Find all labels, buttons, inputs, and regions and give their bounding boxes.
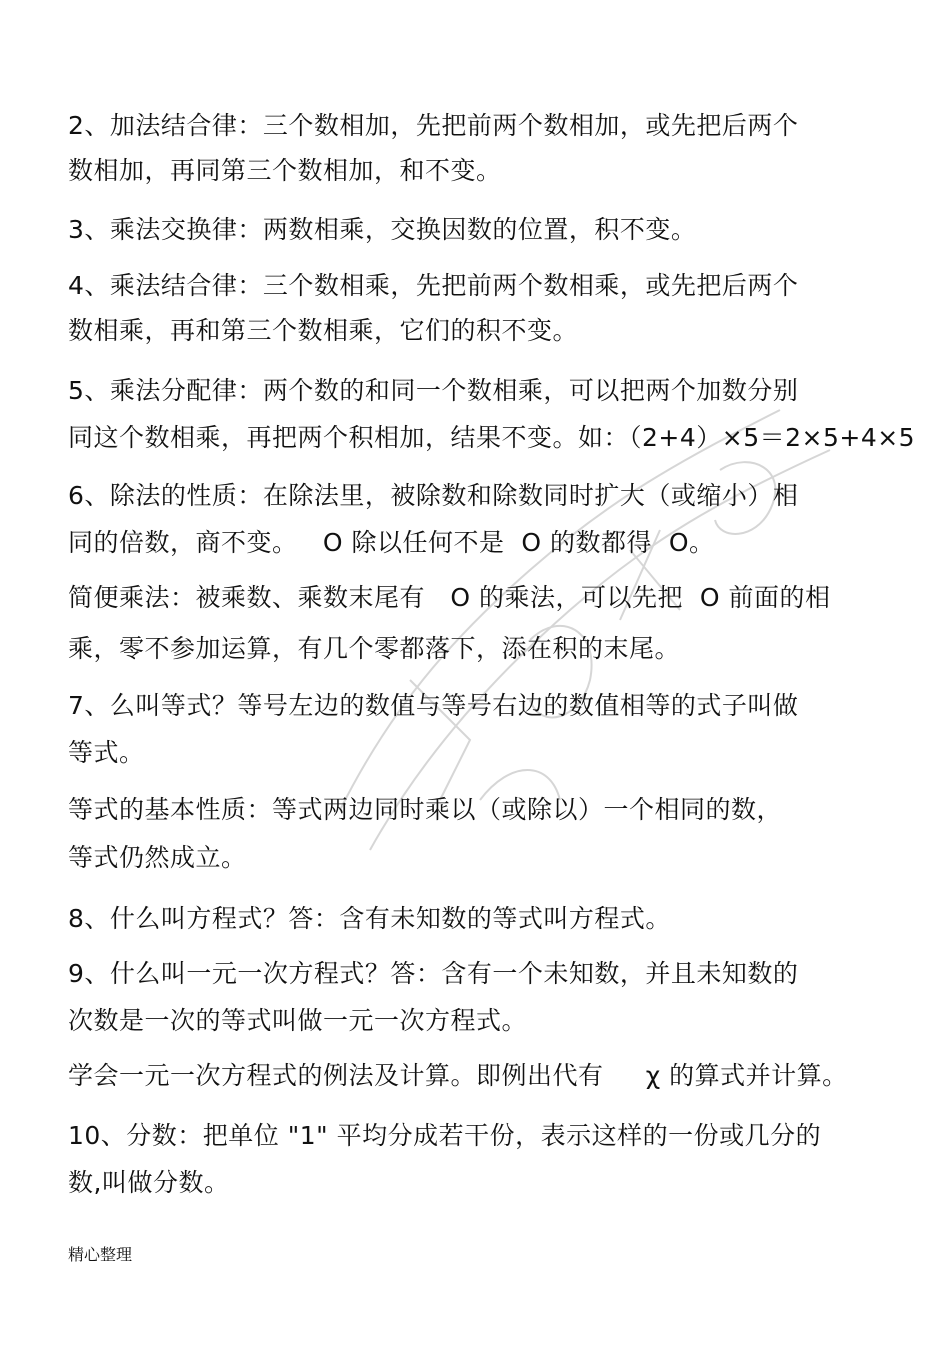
text-line-2: 数相加，再同第三个数相加，和不变。 — [68, 156, 502, 185]
text-line-18: 次数是一次的等式叫做一元一次方程式。 — [68, 1006, 528, 1035]
text-line-17: 9、什么叫一元一次方程式？答：含有一个未知数，并且未知数的 — [68, 959, 799, 988]
text-line-5: 数相乘，再和第三个数相乘，它们的积不变。 — [68, 316, 579, 345]
text-line-7: 同这个数相乘，再把两个积相加，结果不变。如：（2+4）×5＝2×5+4×5 — [68, 423, 916, 452]
text-line-15: 等式仍然成立。 — [68, 843, 247, 872]
text-line-6: 5、乘法分配律：两个数的和同一个数相乘，可以把两个加数分别 — [68, 376, 799, 405]
text-line-11: 乘，零不参加运算，有几个零都落下，添在积的末尾。 — [68, 634, 681, 663]
text-line-12: 7、么叫等式？等号左边的数值与等号右边的数值相等的式子叫做 — [68, 691, 799, 720]
page-footer: 精心整理 — [68, 1245, 133, 1264]
text-line-14: 等式的基本性质：等式两边同时乘以（或除以）一个相同的数， — [68, 795, 783, 824]
text-line-8: 6、除法的性质：在除法里，被除数和除数同时扩大（或缩小）相 — [68, 481, 799, 510]
text-line-16: 8、什么叫方程式？答：含有未知数的等式叫方程式。 — [68, 904, 671, 933]
text-line-3: 3、乘法交换律：两数相乘，交换因数的位置，积不变。 — [68, 215, 697, 244]
text-line-20: 10、分数：把单位 "1" 平均分成若干份，表示这样的一份或几分的 — [68, 1121, 822, 1150]
text-line-19: 学会一元一次方程式的例法及计算。即例出代有 χ 的算式并计算。 — [68, 1061, 848, 1090]
text-line-21: 数,叫做分数。 — [68, 1168, 230, 1197]
text-line-9: 同的倍数，商不变。 O 除以任何不是 O 的数都得 O。 — [68, 528, 715, 557]
text-line-1: 2、加法结合律：三个数相加，先把前两个数相加，或先把后两个 — [68, 111, 799, 140]
text-line-4: 4、乘法结合律：三个数相乘，先把前两个数相乘，或先把后两个 — [68, 271, 799, 300]
text-line-10: 简便乘法：被乘数、乘数末尾有 O 的乘法，可以先把 O 前面的相 — [68, 583, 831, 612]
text-line-13: 等式。 — [68, 738, 145, 767]
